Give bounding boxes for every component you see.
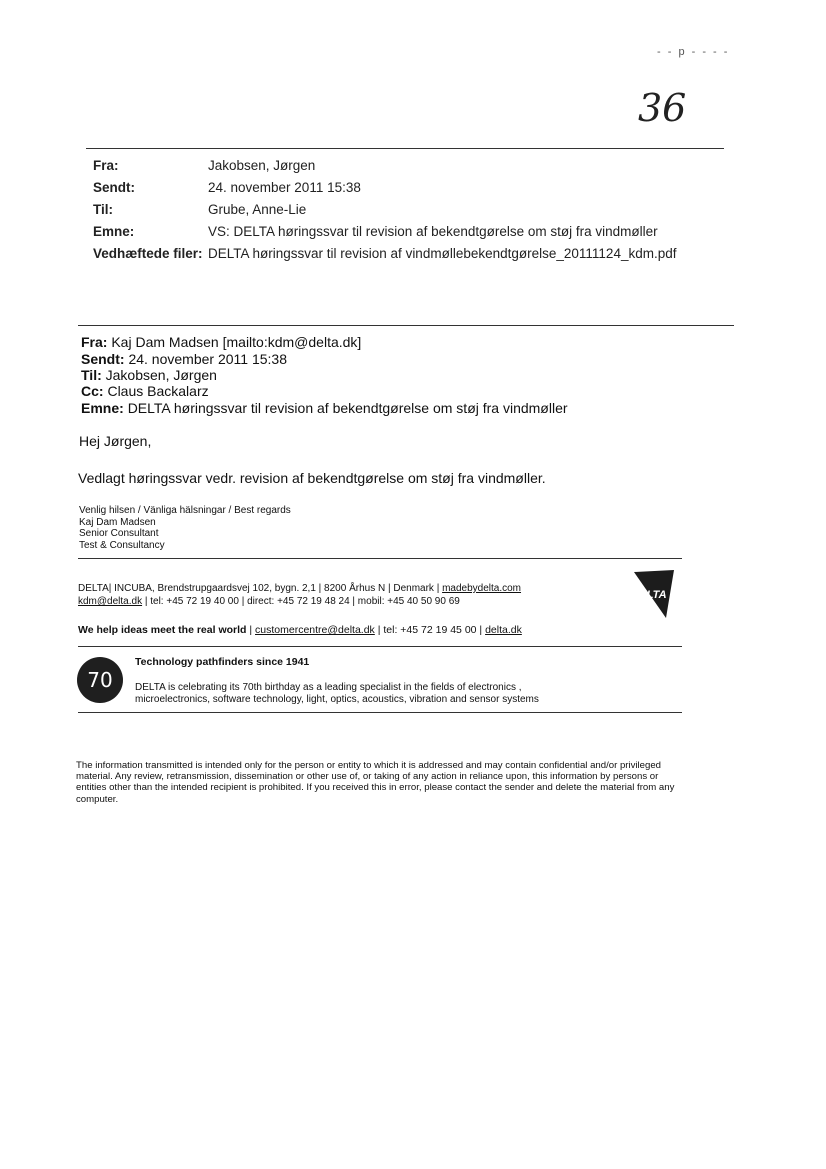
- forward-divider: [78, 325, 734, 326]
- badge-top-divider: [78, 646, 682, 647]
- signature-name: Kaj Dam Madsen: [79, 517, 156, 528]
- disclaimer: The information transmitted is intended only for the person or entity to which it is addressed and may contain confidential and/or privileged material. Any review, retransmission, dissemination or other use of, or taking of any action in reliance upon, this information by persons or entities other than the intended recipient is prohibited. If you received this in error, please contact the sender and delete the material from any computer.: [76, 760, 675, 805]
- email-link[interactable]: kdm@delta.dk: [78, 596, 143, 607]
- fwd-from-label: Fra:: [81, 334, 108, 350]
- sent-label: Sendt:: [93, 180, 135, 195]
- pathfinders-line-2: microelectronics, software technology, light, optics, acoustics, vibration and sensor systems: [135, 694, 539, 705]
- attachments-label: Vedhæftede filer:: [93, 246, 203, 261]
- footer-address: DELTA| INCUBA, Brendstrupgaardsvej 102, bygn. 2,1 | 8200 Århus N | Denmark |: [78, 583, 443, 594]
- fwd-to-value: Jakobsen, Jørgen: [105, 367, 217, 383]
- fwd-sent: [81, 351, 287, 367]
- fwd-sent-value: 24. november 2011 15:38: [128, 351, 287, 367]
- signature-title: Senior Consultant: [79, 528, 159, 539]
- signature-regards: Venlig hilsen / Vänliga hälsningar / Best regards: [79, 505, 291, 516]
- sent-value: 24. november 2011 15:38: [208, 180, 361, 195]
- seventy-years-badge: 70: [77, 657, 123, 703]
- fwd-cc-value: Claus Backalarz: [107, 383, 209, 399]
- top-divider: [86, 148, 724, 149]
- footer-tagline-line: We help ideas meet the real world | customercentre@delta.dk | tel: +45 72 19 45 00 | delta.dk: [78, 624, 522, 636]
- pathfinders-title: Technology pathfinders since 1941: [135, 656, 310, 668]
- fwd-cc-label: Cc:: [81, 383, 104, 399]
- delta-dk-link[interactable]: delta.dk: [485, 624, 522, 636]
- fwd-to-label: Til:: [81, 367, 102, 383]
- page-mark: - - p - - - -: [657, 46, 730, 58]
- to-label: Til:: [93, 202, 113, 217]
- fwd-cc: [81, 383, 209, 399]
- to-value: Grube, Anne-Lie: [208, 202, 307, 217]
- fwd-subject-value: DELTA høringssvar til revision af bekendtgørelse om støj fra vindmøller: [127, 400, 568, 416]
- tagline-phone: | tel: +45 72 19 45 00 |: [374, 624, 486, 636]
- delta-logo: [614, 568, 676, 620]
- footer-address-line: [78, 583, 521, 594]
- greeting: Hej Jørgen,: [79, 433, 152, 449]
- fwd-subject: [81, 400, 568, 416]
- website-link[interactable]: madebydelta.com: [442, 583, 522, 594]
- subject-value: VS: DELTA høringssvar til revision af bekendtgørelse om støj fra vindmøller: [208, 224, 658, 239]
- pathfinders-line-1: DELTA is celebrating its 70th birthday as a leading specialist in the fields of electronics ,: [135, 682, 522, 693]
- fwd-subject-label: Emne:: [81, 400, 124, 416]
- footer-contact-line: [78, 596, 460, 607]
- message-body: Vedlagt høringssvar vedr. revision af bekendtgørelse om støj fra vindmøller.: [78, 470, 546, 486]
- customer-centre-link[interactable]: customercentre@delta.dk: [255, 624, 375, 636]
- fwd-sent-label: Sendt:: [81, 351, 125, 367]
- attachment-link[interactable]: DELTA høringssvar til revision af vindmøllebekendtgørelse_20111124_kdm.pdf: [208, 246, 677, 261]
- fwd-from: [81, 334, 361, 350]
- subject-label: Emne:: [93, 224, 135, 239]
- signature-department: Test & Consultancy: [79, 540, 165, 551]
- handwritten-page-number: 36: [638, 86, 687, 130]
- badge-bottom-divider: [78, 712, 682, 713]
- fwd-from-value: Kaj Dam Madsen [mailto:kdm@delta.dk]: [111, 334, 362, 350]
- footer-phones: | tel: +45 72 19 40 00 | direct: +45 72 19 48 24 | mobil: +45 40 50 90 69: [142, 596, 460, 607]
- fwd-to: [81, 367, 217, 383]
- from-label: Fra:: [93, 158, 119, 173]
- tagline: We help ideas meet the real world: [78, 624, 247, 636]
- from-value: Jakobsen, Jørgen: [208, 158, 316, 173]
- signature-divider: [78, 558, 682, 559]
- delta-logo-text: DELTA: [631, 589, 667, 601]
